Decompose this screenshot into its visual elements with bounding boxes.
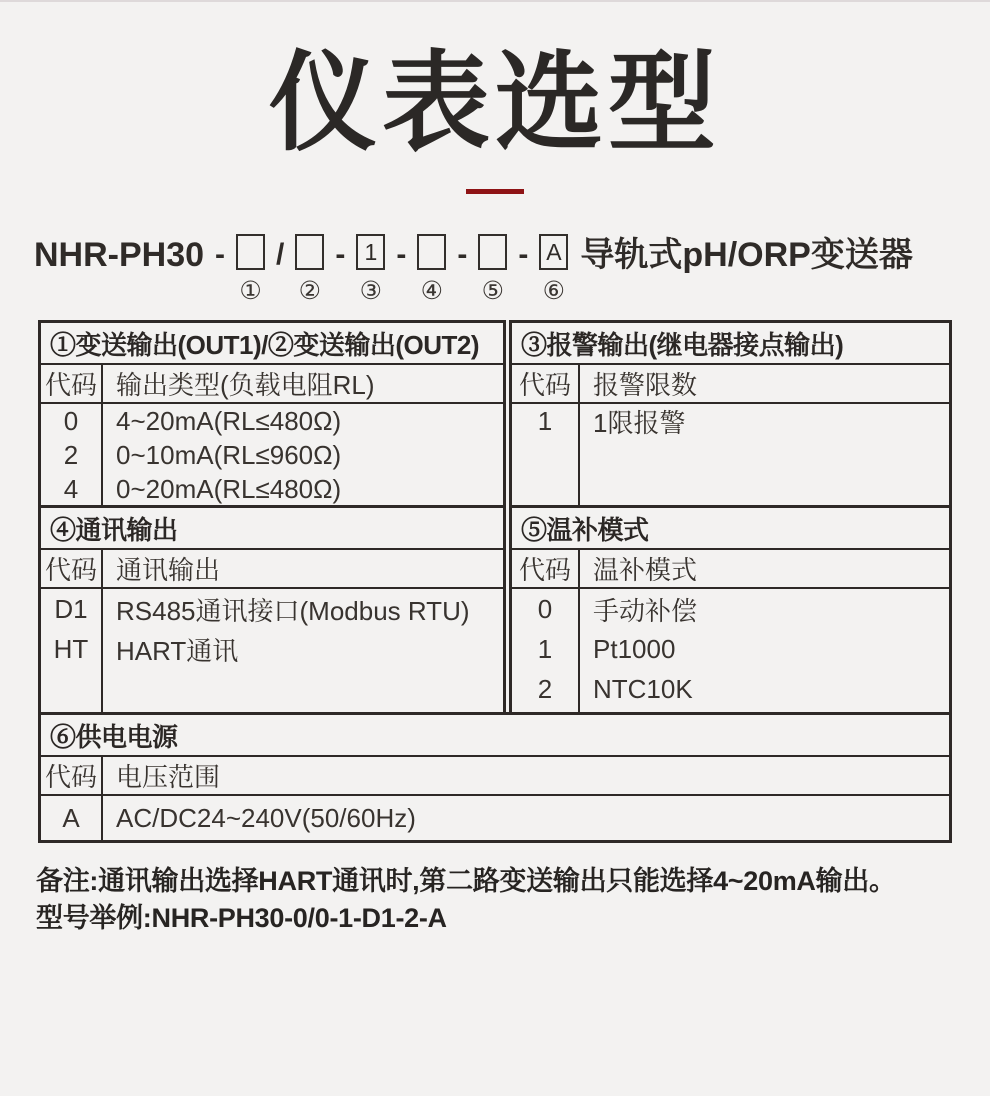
panel-comm-output: [38, 505, 506, 715]
desc-column-header: 报警限数: [593, 370, 698, 401]
model-separator-4: -: [396, 238, 407, 272]
data-area: [512, 589, 949, 712]
model-box-3: 1: [356, 234, 385, 270]
desc-cell: RS485通讯接口(Modbus RTU): [116, 595, 470, 626]
desc-cell: Pt1000: [593, 633, 676, 664]
data-area: [41, 404, 503, 505]
desc-cells: [103, 796, 949, 840]
model-separator-5: -: [457, 238, 468, 272]
desc-column-header: 电压范围: [116, 762, 221, 793]
model-box-6: A: [539, 234, 568, 270]
code-cells: [41, 589, 103, 712]
code-cell: 2: [537, 673, 553, 704]
desc-cells: [580, 589, 949, 712]
desc-cell: 1限报警: [593, 407, 686, 438]
code-cell: HT: [53, 633, 89, 664]
top-border-line: [0, 0, 990, 2]
model-slot-5: [478, 234, 507, 304]
model-position-marker-5: ⑤: [481, 277, 505, 306]
subheader-row: [41, 550, 503, 589]
data-area: [41, 796, 949, 840]
code-cell: 4: [63, 473, 79, 504]
page-title: 仪表选型: [268, 42, 721, 163]
code-cells: [41, 796, 103, 840]
data-area: [512, 404, 949, 505]
desc-cell: NTC10K: [593, 673, 693, 704]
subheader-row: [41, 757, 949, 796]
desc-cells: [580, 404, 949, 505]
model-suffix: 导轨式pH/ORP变送器: [580, 236, 913, 275]
section-header-comm-output: ④通讯输出: [41, 508, 503, 550]
panel-alarm-output: [509, 320, 952, 508]
code-cell: A: [62, 802, 80, 833]
table-block-a: [38, 320, 952, 508]
section-header-transmit-output: ①变送输出(OUT1)/②变送输出(OUT2): [41, 323, 503, 365]
desc-cells: [103, 589, 503, 712]
model-code-section: [34, 234, 990, 304]
code-column-header: 代码: [512, 365, 580, 402]
code-cell: 2: [63, 439, 79, 470]
desc-cell: AC/DC24~240V(50/60Hz): [116, 802, 416, 833]
desc-cell: 0~20mA(RL≤480Ω): [116, 473, 342, 504]
note-remark: 备注:通讯输出选择HART通讯时,第二路变送输出只能选择4~20mA输出。: [36, 866, 896, 897]
model-box-2: [295, 234, 324, 270]
code-cell: D1: [54, 593, 88, 624]
desc-column-header: 温补模式: [593, 555, 698, 586]
code-cell: 0: [63, 405, 79, 436]
data-area: [41, 589, 503, 712]
subheader-row: [512, 550, 949, 589]
section-header-power-supply: ⑥供电电源: [41, 715, 949, 757]
desc-cell: 4~20mA(RL≤480Ω): [116, 405, 342, 436]
code-column-header: 代码: [512, 550, 580, 587]
panel-power-supply: [38, 712, 952, 843]
model-box-4: [417, 234, 446, 270]
model-slot-4: [417, 234, 446, 304]
subheader-row: [41, 365, 503, 404]
desc-column-header: 通讯输出: [116, 555, 221, 586]
model-slot-6: [539, 234, 568, 304]
model-code-line: [34, 234, 990, 304]
model-slot-1: [236, 234, 265, 304]
title-underline: [466, 189, 524, 194]
model-separator-6: -: [518, 238, 529, 272]
model-position-marker-2: ②: [298, 277, 322, 306]
code-column-header: 代码: [41, 550, 103, 587]
selection-table: [38, 320, 952, 843]
code-cells: [512, 589, 580, 712]
subheader-row: [512, 365, 949, 404]
model-position-marker-6: ⑥: [542, 277, 566, 306]
code-cells: [41, 404, 103, 505]
desc-cell: 手动补偿: [593, 595, 698, 626]
model-position-marker-4: ④: [420, 277, 444, 306]
model-slot-3: [356, 234, 385, 304]
model-slot-2: [295, 234, 324, 304]
table-block-c: [38, 712, 952, 843]
desc-cells: [103, 404, 503, 505]
section-header-alarm-output: ③报警输出(继电器接点输出): [512, 323, 949, 365]
desc-cell: HART通讯: [116, 635, 239, 666]
model-separator-2: /: [276, 238, 285, 272]
model-position-marker-3: ③: [359, 277, 383, 306]
panel-transmit-output: [38, 320, 506, 508]
code-cell: 1: [537, 405, 553, 436]
model-separator-1: -: [215, 238, 226, 272]
model-box-5: [478, 234, 507, 270]
code-cell: 1: [537, 633, 553, 664]
section-header-temp-compensation: ⑤温补模式: [512, 508, 949, 550]
model-position-marker-1: ①: [239, 277, 262, 306]
desc-column-header: 输出类型(负载电阻RL): [116, 370, 375, 401]
code-column-header: 代码: [41, 365, 103, 402]
model-box-1: [236, 234, 265, 270]
panel-temp-compensation: [509, 505, 952, 715]
code-cell: 0: [537, 593, 553, 624]
code-cells: [512, 404, 580, 505]
model-separator-3: -: [335, 238, 346, 272]
note-model-example: 型号举例:NHR-PH30-0/0-1-D1-2-A: [36, 903, 447, 934]
code-column-header: 代码: [41, 757, 103, 794]
desc-cell: 0~10mA(RL≤960Ω): [116, 439, 342, 470]
table-block-b: [38, 505, 952, 715]
model-prefix: NHR-PH30: [34, 236, 205, 275]
notes: [36, 863, 990, 937]
